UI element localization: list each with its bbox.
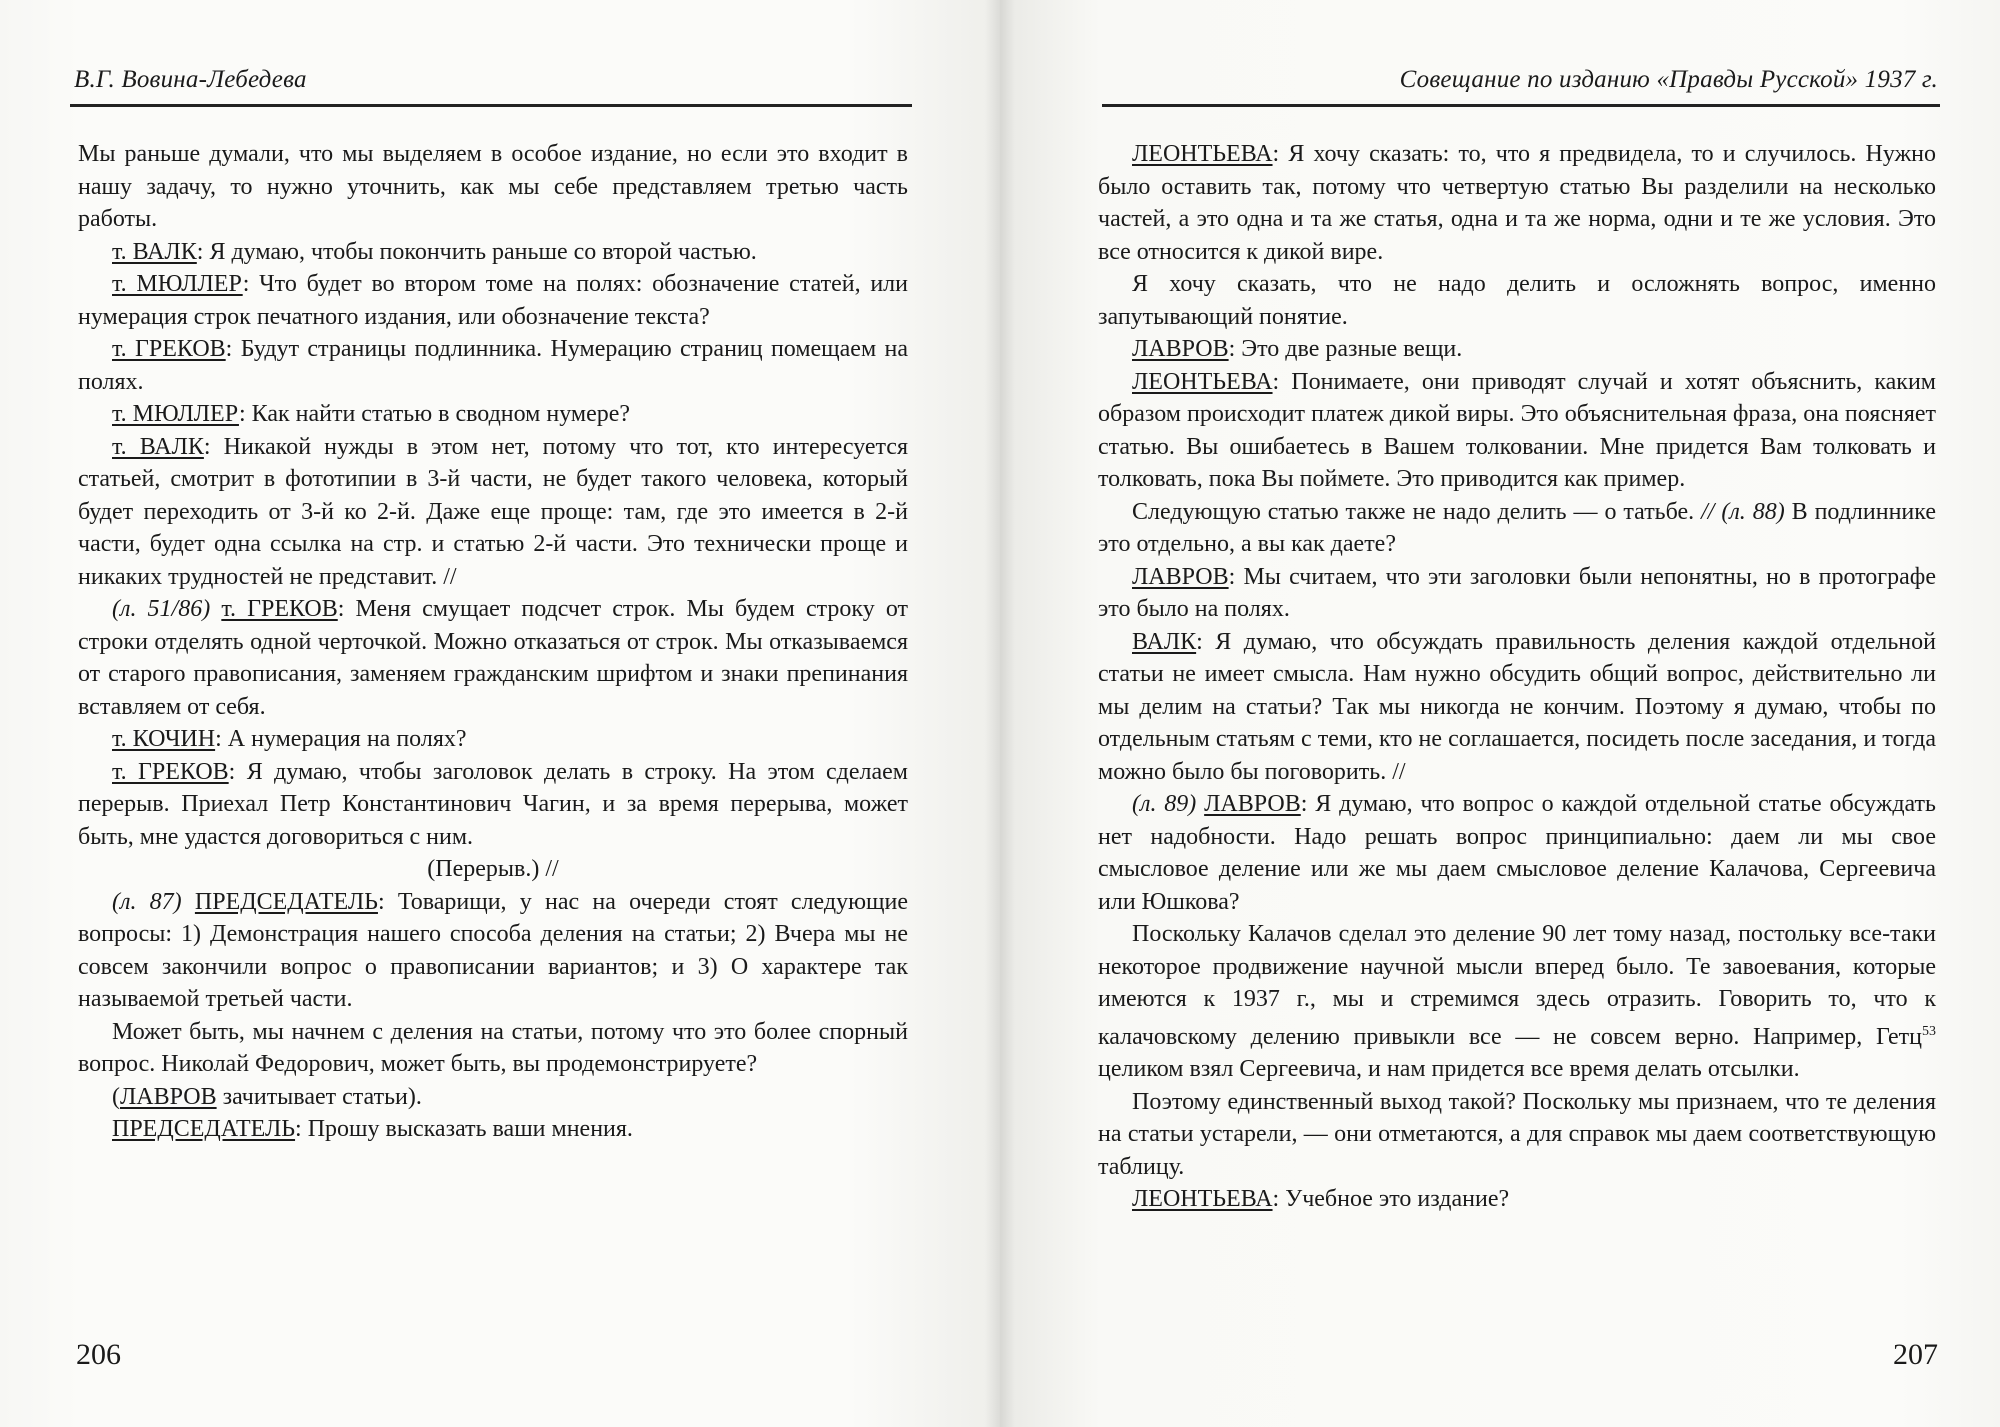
speaker-name: ЛЕОНТЬЕВА	[1132, 141, 1273, 167]
speaker-name: т. ВАЛК	[112, 433, 204, 460]
speaker-name: т. ГРЕКОВ	[112, 758, 229, 785]
speaker-name: т. МЮЛЛЕР	[112, 401, 239, 427]
running-head: В.Г. Вовина-Лебедева	[74, 66, 307, 93]
paragraph: Может быть, мы начнем с деления на статьи, потому что это более спорный вопрос. Николай Федорович, может быть, вы продемонстрируете?	[78, 1018, 908, 1077]
paragraph: ЛЕОНТЬЕВА: Понимаете, они приводят случай и хотят объяснить, каким образом происходит платеж дикой виры. Это объяснительная фраза, она поясняет статью. Вы ошибаетесь в Вашем толковании. Мне придется Вам толковать и толковать, пока Вы поймете. Это приводится как пример.	[1098, 368, 1936, 492]
paragraph: (л. 87) ПРЕДСЕДАТЕЛЬ: Товарищи, у нас на очереди стоят следующие вопросы: 1) Демонстрация нашего способа деления на статьи; 2) Вчера мы не совсем закончили вопрос о правописании вариантов; и 3) О характере так называемой третьей части.	[78, 888, 908, 1012]
paragraph: (л. 51/86) т. ГРЕКОВ: Меня смущает подсчет строк. Мы будем строку от строки отделять одной черточкой. Можно отказаться от строк. Мы отказываемся от старого правописания, заменяем гражданским шрифтом и знаки препинания вставляем от себя.	[78, 596, 908, 720]
paragraph: (л. 89) ЛАВРОВ: Я думаю, что вопрос о каждой отдельной статье обсуждать нет надобности. Надо решать вопрос принципиально: даем ли мы свое смысловое деление или же мы даем смысловое деление Калачова, Сергеевича или Юшкова?	[1098, 791, 1936, 915]
speaker-name: ЛЕОНТЬЕВА	[1132, 368, 1273, 395]
paragraph: Поэтому единственный выход такой? Поскольку мы признаем, что те деления на статьи устарели, — они отметаются, а для справок мы даем соответствующую таблицу.	[1098, 1088, 1936, 1180]
page-number: 207	[1893, 1338, 1938, 1371]
speaker-name: ЛЕОНТЬЕВА	[1132, 1186, 1273, 1212]
paragraph: ВАЛК: Я думаю, что обсуждать правильность деления каждой отдельной статьи не имеет смысла. Нам нужно обсудить общий вопрос, действительно ли мы делим на статьи? Так мы никогда не кончим. Поэтому я думаю, чтобы по отдельным статьям с теми, кто не соглашается, посидеть после заседания, и тогда можно было бы поговорить. //	[1098, 628, 1936, 785]
paragraph: т. ВАЛК: Никакой нужды в этом нет, потому что тот, кто интересуется статьей, смотрит в фототипии в 3-й части, не будет такого человека, который будет переходить от 3-й ко 2-й. Даже еще проще: там, где это имеется в 2-й части, будет одна ссылка на стр. и статью 2-й части. Это технически проще и никаких трудностей не представит. //	[78, 433, 909, 590]
archive-note: // (л. 88)	[1694, 498, 1785, 525]
speaker-name: т. МЮЛЛЕР	[112, 271, 243, 297]
paragraph: ЛЕОНТЬЕВА: Учебное это издание?	[1132, 1186, 1510, 1212]
paragraph: ПРЕДСЕДАТЕЛЬ: Прошу высказать ваши мнения.	[112, 1116, 633, 1142]
header-rule	[1102, 104, 1940, 107]
archive-note: (л. 89)	[1132, 791, 1205, 817]
speaker-name: т. КОЧИН	[112, 726, 216, 752]
speaker-name: ПРЕДСЕДАТЕЛЬ	[194, 888, 378, 915]
paragraph: (ЛАВРОВ зачитывает статьи).	[112, 1083, 422, 1110]
speaker-name: т. ГРЕКОВ	[112, 336, 226, 362]
speaker-name: ВАЛК	[1132, 628, 1197, 655]
paragraph: т. МЮЛЛЕР: Что будет во втором томе на полях: обозначение статей, или нумерация строк печатного издания, или обозначение текста?	[78, 271, 909, 330]
page-number: 206	[76, 1338, 121, 1371]
speaker-name: т. ВАЛК	[112, 238, 197, 265]
paragraph: т. КОЧИН: А нумерация на полях?	[112, 726, 467, 752]
right-page	[1000, 0, 2000, 1427]
paragraph: Я хочу сказать, что не надо делить и осложнять вопрос, именно запутывающий понятие.	[1098, 271, 1936, 330]
speaker-name: т. ГРЕКОВ	[221, 596, 338, 622]
book-gutter	[985, 0, 1015, 1427]
speaker-name: ПРЕДСЕДАТЕЛЬ	[112, 1116, 296, 1142]
paragraph: ЛЕОНТЬЕВА: Я хочу сказать: то, что я предвидела, то и случилось. Нужно было оставить так, потому что четвертую статью Вы разделили на несколько частей, а это одна и та же статья, одна и та же норма, одни и те же условия. Это все относится к дикой вире.	[1098, 141, 1936, 265]
speaker-name: ЛАВРОВ	[1132, 336, 1229, 362]
paragraph: ЛАВРОВ: Это две разные вещи.	[1132, 336, 1463, 362]
archive-note: (л. 87)	[112, 888, 195, 915]
speaker-name: ЛАВРОВ	[1204, 791, 1301, 817]
paragraph: Мы раньше думали, что мы выделяем в особое издание, но если это входит в нашу задачу, то нужно уточнить, как мы себе представляем третью часть работы.	[78, 141, 908, 232]
paragraph: (Перерыв.) //	[427, 856, 559, 882]
paragraph: т. МЮЛЛЕР: Как найти статью в сводном нумере?	[112, 401, 631, 427]
page-body	[1098, 138, 1936, 1216]
paragraph: Поскольку Калачов сделал это деление 90 лет тому назад, постольку все-таки некоторое продвижение научной мысли вперед было. Те завоевания, которые имеются к 1937 г., мы и стремимся здесь отразить. Говорить то, что к калачовскому делению привыкли все — не совсем верно. Например, Гетц$^{53}$ целиком взял Сергеевича, и нам придется все время делать отсылки.	[1098, 921, 1936, 1082]
speaker-name: ЛАВРОВ	[1132, 563, 1229, 590]
page-body	[78, 138, 908, 1146]
footnote-ref: 53	[1922, 1023, 1936, 1039]
paragraph: т. ГРЕКОВ: Будут страницы подлинника. Нумерацию страниц помещаем на полях.	[78, 336, 908, 395]
running-head: Совещание по изданию «Правды Русской» 1937 г.	[1399, 66, 1938, 93]
paragraph: т. ВАЛК: Я думаю, чтобы покончить раньше со второй частью.	[112, 238, 757, 265]
speaker-name: ЛАВРОВ	[120, 1083, 217, 1110]
paragraph: ЛАВРОВ: Мы считаем, что эти заголовки были непонятны, но в протографе это было на полях.	[1098, 563, 1936, 622]
header-rule	[70, 104, 912, 107]
paragraph: Следующую статью также не надо делить — о татьбе. // (л. 88) В подлиннике это отдельно, а вы как даете?	[1098, 498, 1936, 557]
archive-note: (л. 51/86)	[112, 596, 222, 622]
paragraph: т. ГРЕКОВ: Я думаю, чтобы заголовок делать в строку. На этом сделаем перерыв. Приехал Петр Константинович Чагин, и за время перерыва, может быть, мне удастся договориться с ним.	[78, 758, 908, 850]
